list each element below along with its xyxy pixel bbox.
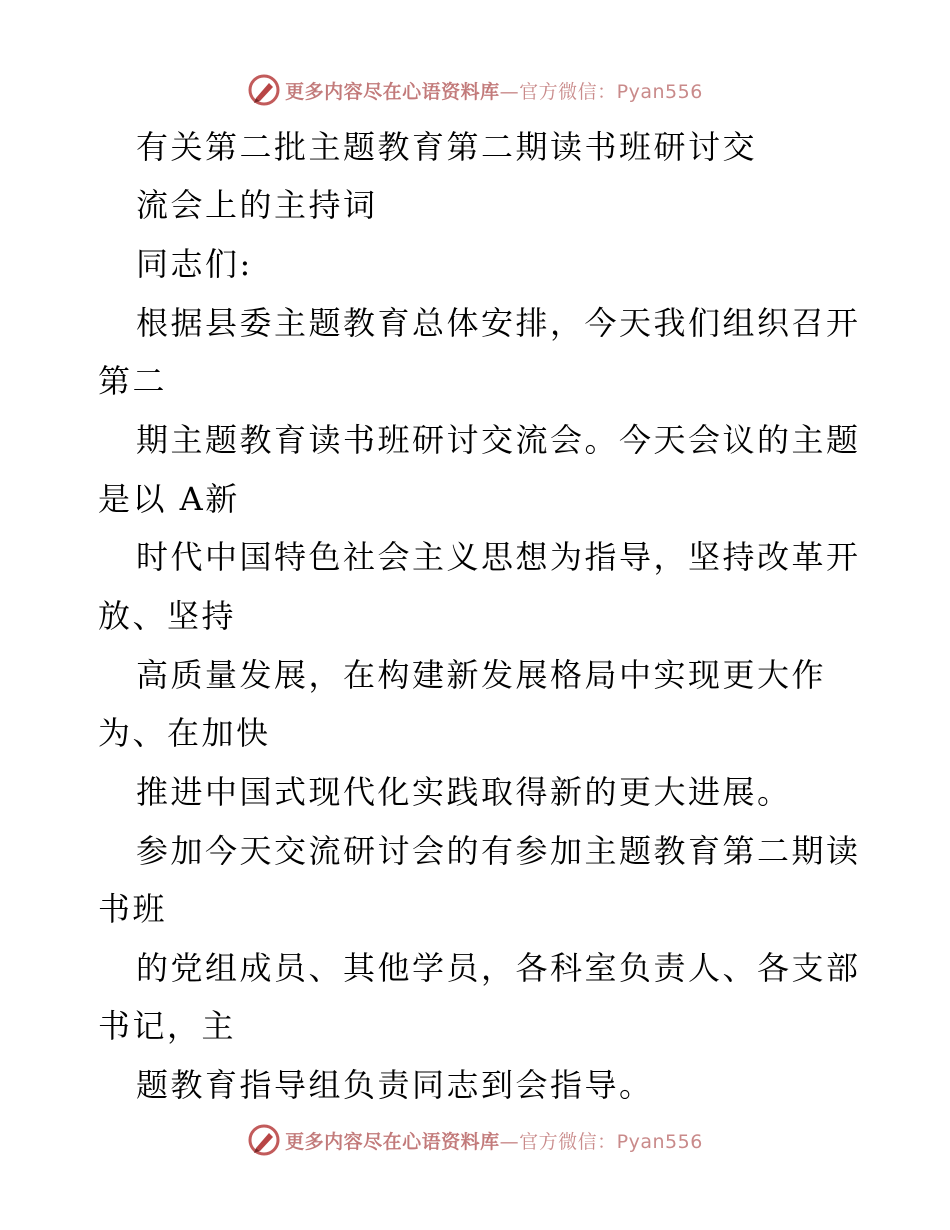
title-line-1: 有关第二批主题教育第二期读书班研讨交 — [136, 128, 758, 166]
watermark-text — [285, 77, 703, 104]
paragraph-line: 为、在加快 — [98, 714, 271, 752]
pen-logo-icon — [247, 1123, 281, 1157]
paragraph-line: 推进中国式现代化实践取得新的更大进展。 — [136, 773, 792, 811]
paragraph-line: 书班 — [98, 890, 168, 928]
paragraph-line: 根据县委主题教育总体安排，今天我们组织召开 — [136, 304, 861, 342]
salutation: 同志们: — [136, 245, 253, 283]
watermark-slogan: 更多内容尽在心语资料库 — [285, 80, 500, 103]
watermark-slogan: 更多内容尽在心语资料库 — [285, 1130, 500, 1153]
paragraph-line: 题教育指导组负责同志到会指导。 — [136, 1066, 654, 1104]
paragraph-line: 书记，主 — [98, 1007, 237, 1045]
watermark-contact: 官方微信：Pyan556 — [519, 1130, 703, 1153]
paragraph-line: 第二 — [98, 362, 168, 400]
pen-logo-icon — [247, 73, 281, 107]
paragraph-line: 是以 A新 — [98, 480, 240, 518]
watermark-dash: — — [499, 80, 520, 103]
footer-watermark — [0, 1120, 950, 1160]
paragraph-line: 期主题教育读书班研讨交流会。今天会议的主题 — [136, 421, 861, 459]
watermark-dash: — — [499, 1130, 520, 1153]
watermark-contact: 官方微信：Pyan556 — [519, 80, 703, 103]
paragraph-line: 高质量发展，在构建新发展格局中实现更大作 — [136, 656, 827, 694]
paragraph-line: 时代中国特色社会主义思想为指导，坚持改革开 — [136, 538, 861, 576]
watermark-text — [285, 1127, 703, 1154]
header-watermark — [0, 70, 950, 110]
paragraph-line: 参加今天交流研讨会的有参加主题教育第二期读 — [136, 832, 861, 870]
paragraph-line: 放、坚持 — [98, 597, 237, 635]
title-line-2: 流会上的主持词 — [136, 186, 378, 224]
paragraph-line: 的党组成员、其他学员，各科室负责人、各支部 — [136, 949, 861, 987]
